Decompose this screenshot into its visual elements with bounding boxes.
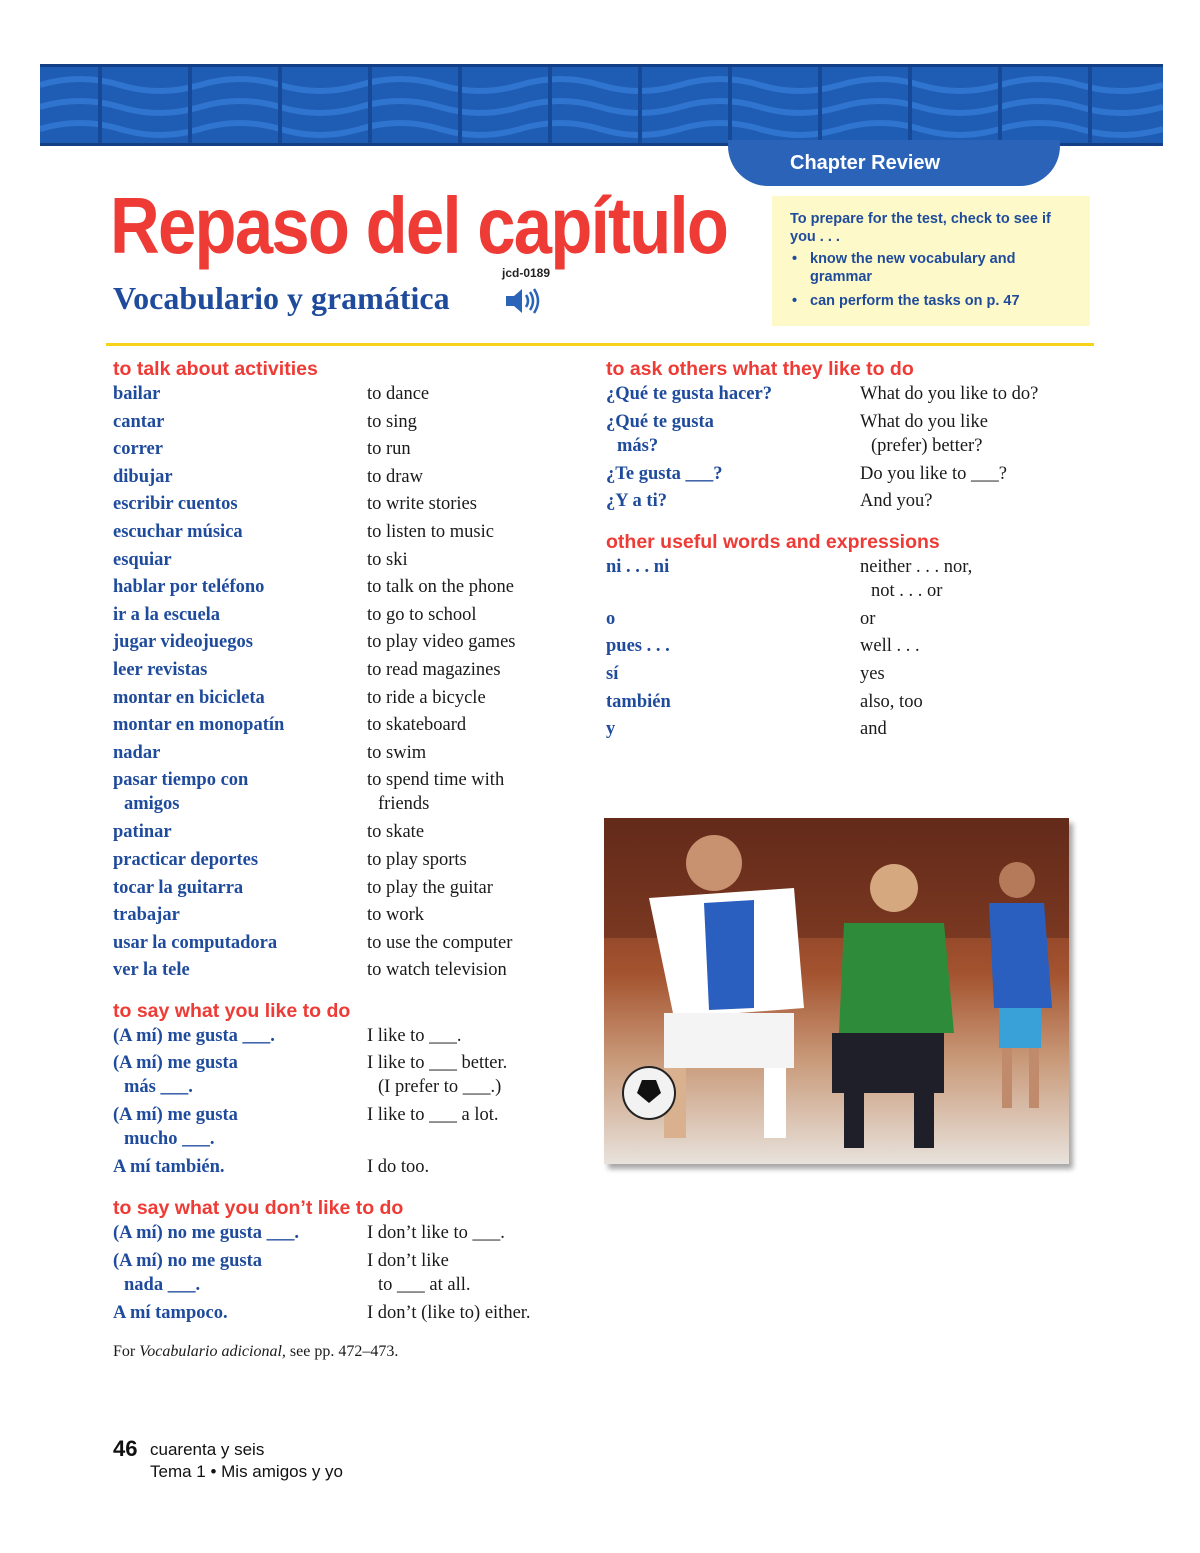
like-list: [113, 1024, 583, 1183]
vocab-definition: to read magazines: [367, 659, 501, 680]
vocab-definition: I like to ___.: [367, 1025, 462, 1046]
vocab-row: [113, 876, 583, 904]
vocab-row: [606, 717, 1076, 745]
vocab-row: [113, 658, 583, 686]
vocab-term: ¿Qué te gusta hacer?: [606, 384, 772, 404]
vocab-definition: to ski: [367, 549, 408, 570]
vocab-term: esquiar: [113, 549, 172, 570]
footnote-prefix: For: [113, 1343, 140, 1360]
speaker-icon[interactable]: [504, 286, 542, 316]
vocab-left-column: [113, 356, 583, 1328]
vocab-row: [113, 686, 583, 714]
vocab-row: [606, 462, 1076, 490]
vocab-term: (A mí) no me gusta nada ___.: [113, 1250, 263, 1295]
vocab-row: [113, 931, 583, 959]
vocab-term: A mí tampoco.: [113, 1302, 228, 1323]
vocab-row: [113, 520, 583, 548]
vocab-row: [606, 410, 1076, 462]
vocab-term: montar en bicicleta: [113, 687, 265, 708]
dislike-list: [113, 1221, 583, 1328]
vocab-definition: to talk on the phone: [367, 577, 514, 598]
vocab-definition: to skateboard: [367, 715, 467, 736]
vocab-row: [606, 607, 1076, 635]
chapter-review-tab: [728, 140, 1060, 186]
vocab-definition: to draw: [367, 466, 423, 487]
soccer-players-image: [604, 818, 1069, 1164]
vocab-term: (A mí) me gusta mucho ___.: [113, 1105, 238, 1150]
vocab-row: [113, 630, 583, 658]
vocab-definition: to use the computer: [367, 932, 513, 953]
vocab-row: [113, 410, 583, 438]
vocab-term: bailar: [113, 384, 161, 404]
vocab-term: ¿Qué te gusta más?: [606, 411, 714, 456]
vocab-term: leer revistas: [113, 659, 208, 680]
vocab-definition: well . . .: [860, 636, 920, 657]
vocab-row: [606, 382, 1076, 410]
vocab-term: tocar la guitarra: [113, 877, 244, 898]
vocab-definition: to play the guitar: [367, 877, 493, 898]
bullet-icon: •: [792, 293, 798, 309]
vocab-term: patinar: [113, 822, 172, 843]
vocab-definition: to play video games: [367, 632, 516, 653]
top-banner: [40, 64, 1163, 146]
vocab-row: [113, 713, 583, 741]
vocab-row: [113, 1024, 583, 1052]
vocab-definition: and: [860, 719, 887, 740]
vocab-row: [113, 1155, 583, 1183]
prep-item-text: can perform the tasks on p. 47: [810, 293, 1020, 309]
vocab-term: pues . . .: [606, 636, 670, 657]
vocab-term: escuchar música: [113, 521, 243, 542]
vocab-definition: to sing: [367, 411, 417, 432]
page-title: Repaso del capítulo: [110, 181, 728, 270]
prep-item-text: know the new vocabulary and grammar: [810, 251, 1016, 285]
vocab-term: (A mí) me gusta más ___.: [113, 1053, 238, 1098]
vocab-row: [113, 548, 583, 576]
section-heading-dislike: to say what you don’t like to do: [113, 1197, 404, 1220]
vocab-definition: to dance: [367, 384, 430, 404]
vocab-definition: What do you like to do?: [860, 384, 1039, 404]
vocab-row: [606, 489, 1076, 517]
ask-list: [606, 382, 1076, 517]
vocab-row: [113, 1103, 583, 1155]
vocab-term: (A mí) no me gusta ___.: [113, 1223, 300, 1244]
vocab-row: [113, 820, 583, 848]
vocab-row: [113, 741, 583, 769]
vocab-row: [606, 690, 1076, 718]
vocab-definition: neither . . . nor, not . . . or: [860, 556, 973, 601]
yellow-divider: [106, 343, 1094, 346]
section-heading-activities: to talk about activities: [113, 358, 318, 380]
vocab-term: A mí también.: [113, 1157, 225, 1178]
vocab-definition: also, too: [860, 691, 923, 712]
vocab-definition: to ride a bicycle: [367, 687, 486, 708]
vocab-row: [113, 603, 583, 631]
vocab-right-column: [606, 356, 1076, 745]
vocab-term: y: [606, 719, 616, 740]
vocab-term: dibujar: [113, 466, 173, 487]
vocab-definition: Do you like to ___?: [860, 463, 1007, 484]
vocab-term: ver la tele: [113, 960, 190, 981]
vocab-term: (A mí) me gusta ___.: [113, 1025, 275, 1046]
prep-list: [790, 250, 1080, 316]
prep-box: [772, 196, 1090, 326]
vocab-definition: I do too.: [367, 1157, 430, 1178]
prep-item: [790, 250, 1080, 286]
vocab-definition: I don’t like to ___.: [367, 1223, 505, 1244]
tema-label: Tema 1 • Mis amigos y yo: [150, 1462, 344, 1481]
vocab-definition: What do you like (prefer) better?: [860, 411, 988, 456]
vocab-term: nadar: [113, 742, 161, 763]
vocab-definition: to listen to music: [367, 521, 494, 542]
page-subtitle: Vocabulario y gramática: [113, 280, 450, 316]
vocab-term: escribir cuentos: [113, 494, 238, 515]
vocab-term: ni . . . ni: [606, 556, 670, 577]
bullet-icon: •: [792, 251, 798, 267]
vocab-row: [606, 555, 1076, 607]
page-number-words: cuarenta y seis: [150, 1440, 265, 1459]
vocab-definition: I don’t (like to) either.: [367, 1302, 531, 1323]
vocab-term: montar en monopatín: [113, 715, 285, 736]
vocab-term: también: [606, 691, 671, 712]
footnote-italic: Vocabulario adicional,: [139, 1343, 286, 1360]
footnote: [113, 1343, 398, 1361]
vocab-definition: to skate: [367, 822, 425, 843]
vocab-row: [113, 382, 583, 410]
banner-pattern: [40, 67, 1163, 143]
vocab-row: [113, 958, 583, 986]
vocab-definition: to play sports: [367, 849, 467, 870]
vocab-row: [113, 492, 583, 520]
vocab-term: practicar deportes: [113, 849, 259, 870]
chapter-review-label: Chapter Review: [790, 152, 941, 174]
vocab-term: ir a la escuela: [113, 604, 221, 625]
prep-intro: To prepare for the test, check to see if you . . .: [790, 211, 1051, 245]
section-heading-ask: to ask others what they like to do: [606, 358, 914, 380]
useful-list: [606, 555, 1076, 745]
vocab-definition: to go to school: [367, 604, 477, 625]
vocab-definition: yes: [860, 663, 885, 684]
vocab-definition: to watch television: [367, 960, 507, 981]
footnote-suffix: see pp. 472–473.: [285, 1343, 399, 1360]
vocab-row: [606, 634, 1076, 662]
vocab-term: ¿Te gusta ___?: [606, 463, 723, 484]
vocab-row: [113, 768, 583, 820]
vocab-term: o: [606, 608, 616, 629]
vocab-row: [113, 1221, 583, 1249]
vocab-definition: I like to ___ a lot.: [367, 1105, 499, 1126]
vocab-row: [606, 662, 1076, 690]
vocab-row: [113, 1051, 583, 1103]
vocab-definition: to work: [367, 905, 425, 926]
audio-code: jcd-0189: [502, 266, 551, 280]
vocab-row: [113, 1301, 583, 1329]
vocab-row: [113, 437, 583, 465]
vocab-term: jugar videojuegos: [113, 632, 253, 653]
soccer-photo: [604, 818, 1069, 1164]
vocab-row: [113, 1249, 583, 1301]
vocab-term: hablar por teléfono: [113, 577, 265, 598]
vocab-row: [113, 575, 583, 603]
vocab-term: cantar: [113, 411, 165, 432]
vocab-term: ¿Y a ti?: [606, 491, 667, 512]
prep-item: [790, 292, 1080, 310]
vocab-term: correr: [113, 439, 163, 460]
section-heading-like: to say what you like to do: [113, 999, 351, 1022]
section-heading-useful: other useful words and expressions: [606, 530, 940, 553]
vocab-definition: to spend time with friends: [367, 770, 505, 815]
vocab-term: sí: [606, 663, 619, 684]
vocab-definition: I like to ___ better. (I prefer to ___.): [367, 1053, 508, 1098]
vocab-term: pasar tiempo con amigos: [113, 770, 249, 815]
vocab-definition: to run: [367, 439, 411, 460]
vocab-term: usar la computadora: [113, 932, 278, 953]
vocab-row: [113, 848, 583, 876]
vocab-term: trabajar: [113, 905, 180, 926]
vocab-definition: I don’t like to ___ at all.: [367, 1250, 471, 1295]
vocab-definition: And you?: [860, 491, 933, 512]
vocab-row: [113, 903, 583, 931]
vocab-definition: or: [860, 608, 876, 629]
vocab-row: [113, 465, 583, 493]
vocab-definition: to swim: [367, 742, 427, 763]
page-number: 46: [113, 1436, 138, 1461]
vocab-definition: to write stories: [367, 494, 477, 515]
activities-list: [113, 382, 583, 986]
